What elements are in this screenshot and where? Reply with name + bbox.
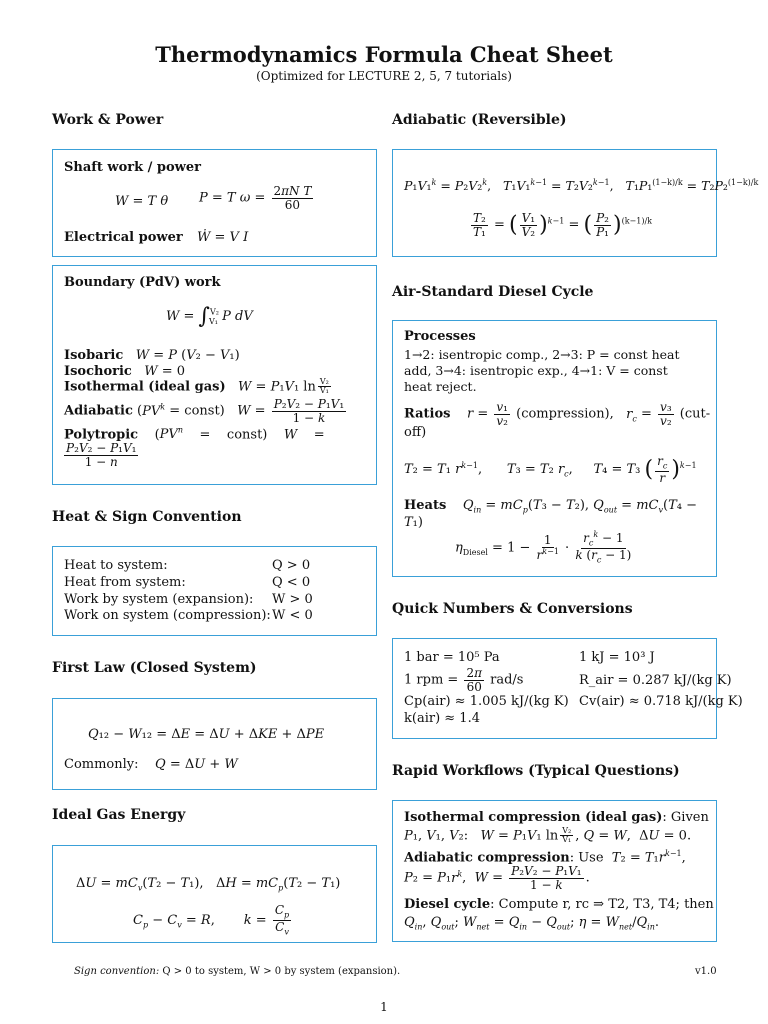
rapid-diesel-line1: Diesel cycle: Compute r, rc ⇒ T2, T3, T4; then [404, 897, 714, 912]
polytropic-row: Polytropic ($PV^n$ = const) W = [64, 426, 325, 443]
ratios-cutoff: off) [404, 425, 427, 440]
polytropic-fraction: $\frac{\text{P₂V₂ − P₁V₁}}{1 - n}$ [66, 441, 137, 469]
adiabatic-row: Adiabatic ($PV^k$ = const) W = $\frac{\text{P₂V₂ − P₁V₁}}{1 - k}$ [64, 397, 345, 425]
rapid-adiab-line2: $P_2 = P_1r^k$, W = $\frac{\text{P₂V₂ − P₁V₁}}{1 - k}$ . [404, 864, 590, 892]
electrical-formula: Ẇ = V I [197, 230, 249, 245]
diesel-box [392, 320, 717, 577]
heat-sign-value: Q > 0 [272, 558, 311, 573]
quick-k: k(air) ≈ 1.4 [404, 711, 480, 726]
first-law-formula: Q₁₂ − W₁₂ = ΔE = ΔU + ΔKE + ΔPE [88, 727, 325, 742]
rapid-iso-line2: P₁, V₁, V₂: W = P₁V₁ ln $\frac{\text{V₂}}{\text{V₁}}$ , Q = W, ΔU = 0. [404, 826, 692, 845]
first-law-common: Commonly: Q = ΔU + W [64, 757, 238, 772]
heats-row: Heats $Q_{in} = mC_p(T_3 - T_2)$, $Q_{out} = mC_v(T_4$ − [404, 498, 698, 515]
section-quick: Quick Numbers & Conversions [392, 601, 633, 617]
isobaric-row: Isobaric W = P (V₂ − V₁) [64, 348, 240, 363]
section-first-law: First Law (Closed System) [52, 660, 257, 676]
heat-sign-row: Work on system (compression): [64, 608, 271, 623]
boundary-work-box [52, 265, 377, 485]
shaft-heading: Shaft work / power [64, 160, 201, 175]
heat-sign-row: Heat to system: [64, 558, 168, 573]
quick-kj: 1 kJ = 10³ J [579, 650, 655, 665]
quick-box [392, 638, 743, 739]
heat-sign-row: Work by system (expansion): [64, 592, 254, 607]
page-number: 1 [380, 1000, 388, 1014]
ratios-row: Ratios r = $\frac{\text{v₁}}{\text{v₂}}$ (compression), $r_c$ = $\frac{\text{v₃}}{\text{v₂}}$ (cut- [404, 400, 711, 428]
page-subtitle: (Optimized for LECTURE 2, 5, 7 tutorials) [256, 69, 512, 83]
quick-rair: R_air = 0.287 kJ/(kg K) [579, 673, 732, 688]
section-diesel: Air-Standard Diesel Cycle [392, 284, 594, 300]
footer-sign-convention: Sign convention: Q > 0 to system, W > 0 by system (expansion). [74, 966, 401, 977]
isothermal-row: Isothermal (ideal gas) W = P₁V₁ ln $\frac{\text{V₂}}{\text{V₁}}$ [64, 377, 329, 396]
adiabatic-ratios: $\frac{\text{T₂}}{\text{T₁}}$ = ( $\frac{\text{V₁}}{\text{V₂}}$ )$^{k-1}$ = ( $\frac{\text{P₂}}{\text{P₁}}$ )$^{(k-1)/k}$ [473, 211, 653, 239]
section-ideal-gas: Ideal Gas Energy [52, 807, 186, 823]
first-law-box [52, 698, 377, 790]
heat-sign-row: Heat from system: [64, 575, 186, 590]
heats-row-cont: T₁) [404, 515, 423, 530]
rapid-iso-line1: Isothermal compression (ideal gas): Given [404, 810, 709, 825]
power-formula: P = T ω = $\frac{\text{2πN T}}{60}$ [199, 184, 312, 212]
quick-bar: 1 bar = 10⁵ Pa [404, 650, 500, 665]
isochoric-row: Isochoric W = 0 [64, 364, 186, 379]
footer-version: v1.0 [695, 966, 717, 977]
ideal-gas-relations: $C_p - C_v = R$, k = $\frac{C_p}{C_v}$ [133, 903, 290, 937]
ideal-gas-box [52, 845, 377, 943]
electrical-label: Electrical power [64, 230, 183, 245]
diesel-temperatures: T₂ = T₁ $r^{k-1}$, T₃ = T₂ $r_c$, T₄ = T₃ ( $\frac{r_c}{r}$ )$^{k-1}$ [404, 454, 697, 485]
section-rapid: Rapid Workflows (Typical Questions) [392, 763, 680, 779]
processes-heading: Processes [404, 329, 476, 344]
shaft-formula: W = T θ [115, 194, 169, 209]
heat-sign-value: W < 0 [272, 608, 313, 623]
rapid-diesel-line2: $Q_{in}$, $Q_{out}$; $W_{net} = Q_{in} - Q_{out}$; $\eta = W_{net}/Q_{in}$. [404, 915, 659, 932]
ideal-gas-du-dh: $\Delta U = mC_v(T_2 - T_1)$, $\Delta H = mC_p(T_2 - T_1)$ [76, 876, 341, 893]
adiabatic-relations: P₁V₁$^k$ = P₂V₂$^k$, T₁V₁$^{k-1}$ = T₂V₂$^{k-1}$, T₁P₁$^{(1-k)/k}$ = T₂P₂$^{(1-k)/k}$ [404, 178, 759, 194]
section-adiabatic: Adiabatic (Reversible) [392, 112, 567, 128]
processes-line: heat reject. [404, 379, 477, 394]
diesel-efficiency: $\eta_{Diesel} = 1$ − $\frac{1}{r^{k-1}}$ · $r_c^k - 1$ k $(r_c - 1)$ [455, 530, 632, 565]
boundary-heading: Boundary (PdV) work [64, 275, 221, 290]
quick-cp: Cp(air) ≈ 1.005 kJ/(kg K) [404, 694, 569, 709]
shaft-work-box [52, 149, 377, 257]
adiabatic-box [392, 149, 759, 257]
quick-rpm: 1 rpm = $\frac{2\pi}{60}$ rad/s [404, 666, 524, 694]
boundary-integral: W = ∫$^{V_2}_{V_1}$ P dV [166, 304, 253, 329]
rapid-box [392, 800, 717, 942]
processes-line: 1→2: isentropic comp., 2→3: P = const heat [404, 347, 680, 362]
heat-sign-value: W > 0 [272, 592, 313, 607]
processes-line: add, 3→4: isentropic exp., 4→1: V = const [404, 363, 668, 378]
section-work-power: Work & Power [52, 112, 164, 128]
section-heat-sign: Heat & Sign Convention [52, 509, 242, 525]
page-title: Thermodynamics Formula Cheat Sheet [155, 42, 613, 67]
heat-sign-value: Q < 0 [272, 575, 311, 590]
rapid-adiab-line1: Adiabatic compression: Use $T_2 = T_1r^{k-1}$, [404, 849, 686, 866]
heat-sign-box [52, 546, 377, 636]
quick-cv: Cv(air) ≈ 0.718 kJ/(kg K) [579, 694, 743, 709]
